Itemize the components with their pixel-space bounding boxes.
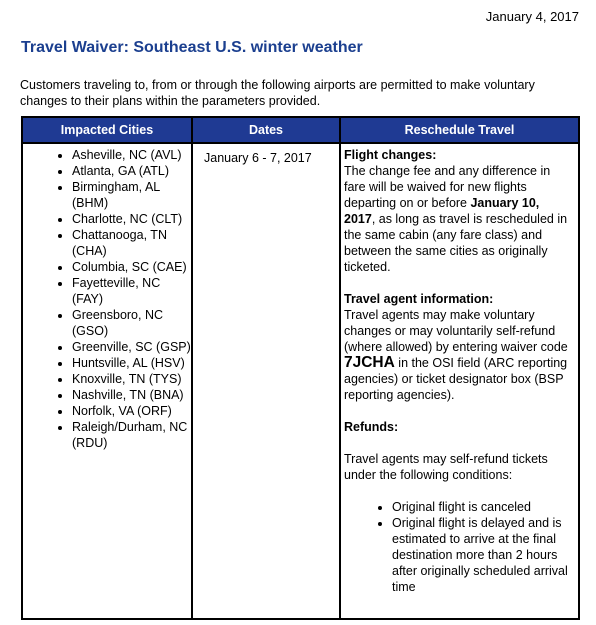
list-item: • Fayetteville, NC (FAY) (72, 275, 191, 307)
header-impacted-cities: Impacted Cities (22, 117, 192, 143)
list-item: • Greensboro, NC (GSO) (72, 307, 191, 339)
flight-changes-text: The change fee and any difference in fare will be waived for new flights departing on or before January 10, 2017, as long as travel is rescheduled in the same cabin (any fare class) and between the same cities as originally ticketed. (344, 164, 568, 274)
list-item: • Original flight is delayed and is estimated to arrive at the final destination more than 2 hours after originally scheduled arrival time (392, 515, 574, 595)
document-date: January 4, 2017 (485, 9, 579, 24)
travel-agent-heading: Travel agent information: (344, 292, 494, 306)
waiver-dates: January 6 - 7, 2017 (204, 151, 312, 165)
list-item: • Raleigh/Durham, NC (RDU) (72, 419, 191, 451)
list-item: • Nashville, TN (BNA) (72, 387, 191, 403)
waiver-table (21, 116, 580, 620)
list-item: • Chattanooga, TN (CHA) (72, 227, 191, 259)
list-item: • Knoxville, TN (TYS) (72, 371, 191, 387)
waiver-code: 7JCHA (344, 354, 395, 371)
list-item: • Asheville, NC (AVL) (72, 147, 191, 163)
cities-cell (22, 143, 192, 619)
table-header-row (22, 117, 579, 143)
header-dates: Dates (192, 117, 340, 143)
list-item: • Atlanta, GA (ATL) (72, 163, 191, 179)
reschedule-cell (340, 143, 579, 619)
list-item: • Charlotte, NC (CLT) (72, 211, 191, 227)
rebook-deadline: January 10, 2017 (344, 196, 540, 226)
refund-conditions-list (344, 499, 574, 595)
page-title: Travel Waiver: Southeast U.S. winter weather (21, 39, 363, 56)
refunds-text: Travel agents may self-refund tickets under the following conditions: (344, 452, 548, 482)
list-item: • Original flight is canceled (392, 499, 574, 515)
flight-changes-heading: Flight changes: (344, 148, 437, 162)
intro-paragraph: Customers traveling to, from or through the following airports are permitted to make voluntary changes to their plans within the parameters provided. (20, 78, 535, 108)
city-list (23, 147, 191, 451)
list-item: • Greenville, SC (GSP) (72, 339, 191, 355)
table-row (22, 143, 579, 619)
list-item: • Birmingham, AL (BHM) (72, 179, 191, 211)
dates-cell (192, 143, 340, 619)
refunds-heading: Refunds: (344, 420, 399, 434)
travel-agent-text: Travel agents may make voluntary changes or may voluntarily self-refund (where allowed) by entering waiver code 7JCHA in the OSI field (ARC reporting agencies) or ticket designator box (BSP reporting agencies). (344, 308, 568, 402)
header-reschedule-travel: Reschedule Travel (340, 117, 579, 143)
list-item: • Huntsville, AL (HSV) (72, 355, 191, 371)
list-item: • Norfolk, VA (ORF) (72, 403, 191, 419)
list-item: • Columbia, SC (CAE) (72, 259, 191, 275)
